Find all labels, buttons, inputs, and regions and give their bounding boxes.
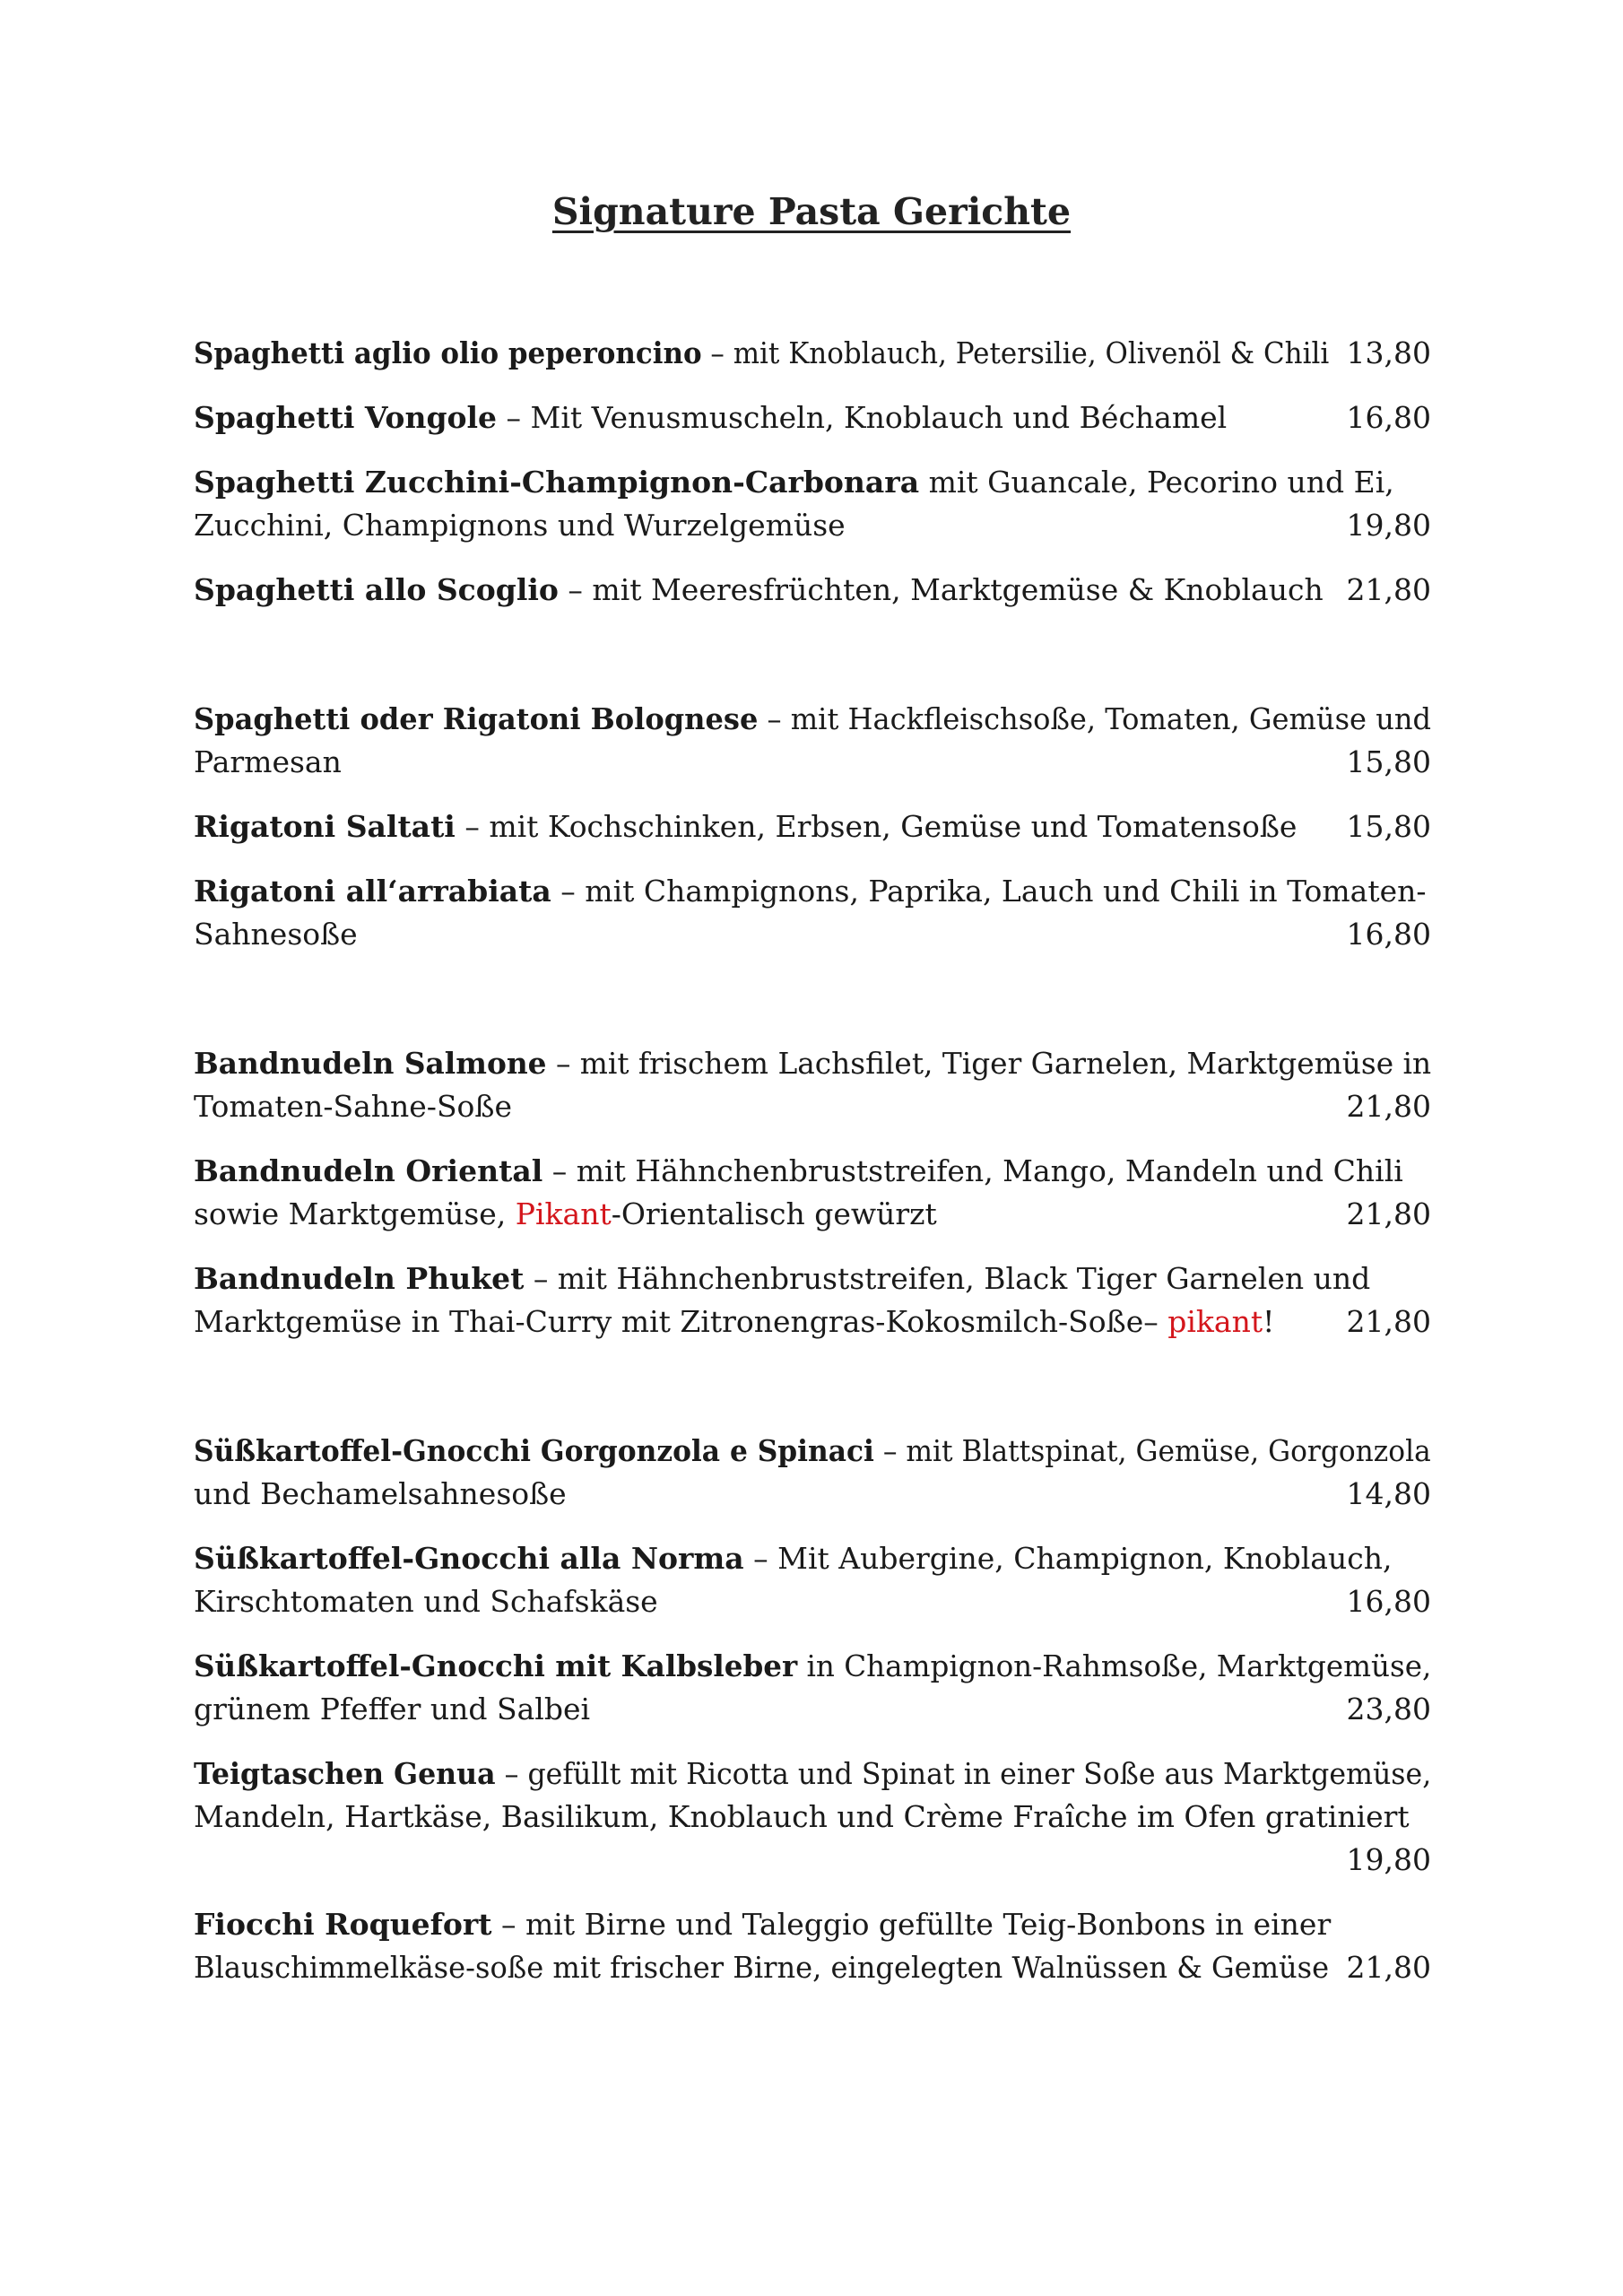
dish-description: – mit Kochschinken, Erbsen, Gemüse und Tomatensoße [455, 809, 1298, 844]
dish-name: Teigtaschen Genua [194, 1756, 496, 1791]
dish-description-line2: Blauschimmelkäse-soße mit frischer Birne, eingelegten Walnüssen & Gemüse [194, 1950, 1330, 1985]
dish-name: Fiocchi Roquefort [194, 1907, 492, 1942]
dish-price: 15,80 [1346, 744, 1431, 779]
dish-price: 13,80 [1346, 335, 1431, 370]
dish-description-line2: Mandeln, Hartkäse, Basilikum, Knoblauch und Crème Fraîche im Ofen gratiniert [194, 1799, 1410, 1834]
page-title: Signature Pasta Gerichte [551, 190, 1072, 233]
menu-item [194, 569, 1431, 612]
dish-description: – mit Hackfleischsoße, Tomaten, Gemüse und [758, 701, 1432, 736]
dish-description: – Mit Aubergine, Champignon, Knoblauch, [743, 1541, 1393, 1576]
dish-description: mit Guancale, Pecorino und Ei, [919, 465, 1394, 500]
dish-description-line2: Tomaten-Sahne-Soße [194, 1089, 512, 1124]
dish-description-line2: und Bechamelsahnesoße [194, 1476, 567, 1511]
dish-price: 21,80 [1346, 1304, 1431, 1339]
dish-name: Spaghetti Vongole [194, 400, 498, 435]
spicy-label: Pikant [515, 1196, 612, 1231]
menu-item [194, 461, 1431, 547]
dish-description-line2: Kirschtomaten und Schafskäse [194, 1584, 658, 1619]
dish-description: – mit Birne und Taleggio gefüllte Teig-Bonbons in einer [491, 1907, 1332, 1942]
dish-name: Rigatoni Saltati [194, 809, 456, 844]
dish-description-line2-end: -Orientalisch gewürzt [611, 1196, 937, 1231]
dish-name: Rigatoni all‘arrabiata [194, 874, 551, 909]
dish-description: in Champignon-Rahmsoße, Marktgemüse, [797, 1648, 1432, 1683]
dish-name: Spaghetti oder Rigatoni Bolognese [194, 701, 759, 736]
dish-description: – gefüllt mit Ricotta und Spinat in einer Soße aus Marktgemüse, [495, 1756, 1432, 1791]
menu-item [194, 1903, 1431, 1989]
menu-item [194, 1430, 1431, 1516]
dish-description-line2: Marktgemüse in Thai-Curry mit Zitronengras-Kokosmilch-Soße– [194, 1304, 1168, 1339]
dish-name: Bandnudeln Salmone [194, 1046, 547, 1081]
spicy-label: pikant [1167, 1304, 1263, 1339]
dish-description: – mit Hähnchenbruststreifen, Mango, Mandeln und Chili [542, 1153, 1403, 1188]
menu-item [194, 1645, 1431, 1731]
dish-description: – mit Meeresfrüchten, Marktgemüse & Knoblauch [558, 572, 1324, 607]
menu-item [194, 698, 1431, 784]
dish-price: 19,80 [1346, 1842, 1431, 1877]
menu-item [194, 396, 1431, 439]
dish-description-line2: Sahnesoße [194, 917, 358, 952]
dish-price: 23,80 [1346, 1692, 1431, 1726]
dish-price: 16,80 [1346, 400, 1431, 435]
dish-description-line2: grünem Pfeffer und Salbei [194, 1692, 591, 1726]
dish-description-line2: sowie Marktgemüse, [194, 1196, 516, 1231]
dish-price: 21,80 [1346, 1950, 1431, 1985]
menu-item [194, 1042, 1431, 1128]
menu-item [194, 332, 1431, 375]
dish-price: 21,80 [1346, 572, 1431, 607]
dish-description: – mit Champignons, Paprika, Lauch und Chili in Tomaten- [551, 874, 1427, 909]
dish-name: Süßkartoffel-Gnocchi Gorgonzola e Spinaci [194, 1433, 874, 1468]
dish-description: – mit Knoblauch, Petersilie, Olivenöl & Chili [701, 335, 1330, 370]
dish-price: 15,80 [1346, 809, 1431, 844]
dish-price: 21,80 [1346, 1089, 1431, 1124]
dish-name: Süßkartoffel-Gnocchi alla Norma [194, 1541, 744, 1576]
dish-name: Spaghetti aglio olio peperoncino [194, 335, 702, 370]
dish-name: Bandnudeln Oriental [194, 1153, 543, 1188]
dish-description: – mit Blattspinat, Gemüse, Gorgonzola [873, 1433, 1431, 1468]
dish-name: Spaghetti Zucchini-Champignon-Carbonara [194, 465, 920, 500]
menu-item [194, 1537, 1431, 1623]
menu-item [194, 1752, 1431, 1882]
dish-description: – Mit Venusmuscheln, Knoblauch und Béchamel [497, 400, 1228, 435]
dish-name: Spaghetti allo Scoglio [194, 572, 559, 607]
dish-price: 21,80 [1346, 1196, 1431, 1231]
dish-price: 14,80 [1346, 1476, 1431, 1511]
menu-item [194, 1150, 1431, 1236]
dish-description: – mit frischem Lachsfilet, Tiger Garnelen, Marktgemüse in [546, 1046, 1432, 1081]
dish-name: Bandnudeln Phuket [194, 1261, 525, 1296]
dish-description-line2-end: ! [1263, 1304, 1275, 1339]
dish-price: 16,80 [1346, 917, 1431, 952]
dish-description-line2: Zucchini, Champignons und Wurzelgemüse [194, 508, 846, 543]
menu-item [194, 1257, 1431, 1344]
dish-description: – mit Hähnchenbruststreifen, Black Tiger Garnelen und [524, 1261, 1371, 1296]
dish-price: 16,80 [1346, 1584, 1431, 1619]
menu-item [194, 805, 1431, 848]
menu-item [194, 870, 1431, 956]
dish-description-line2: Parmesan [194, 744, 342, 779]
dish-name: Süßkartoffel-Gnocchi mit Kalbsleber [194, 1648, 798, 1683]
dish-price: 19,80 [1346, 508, 1431, 543]
